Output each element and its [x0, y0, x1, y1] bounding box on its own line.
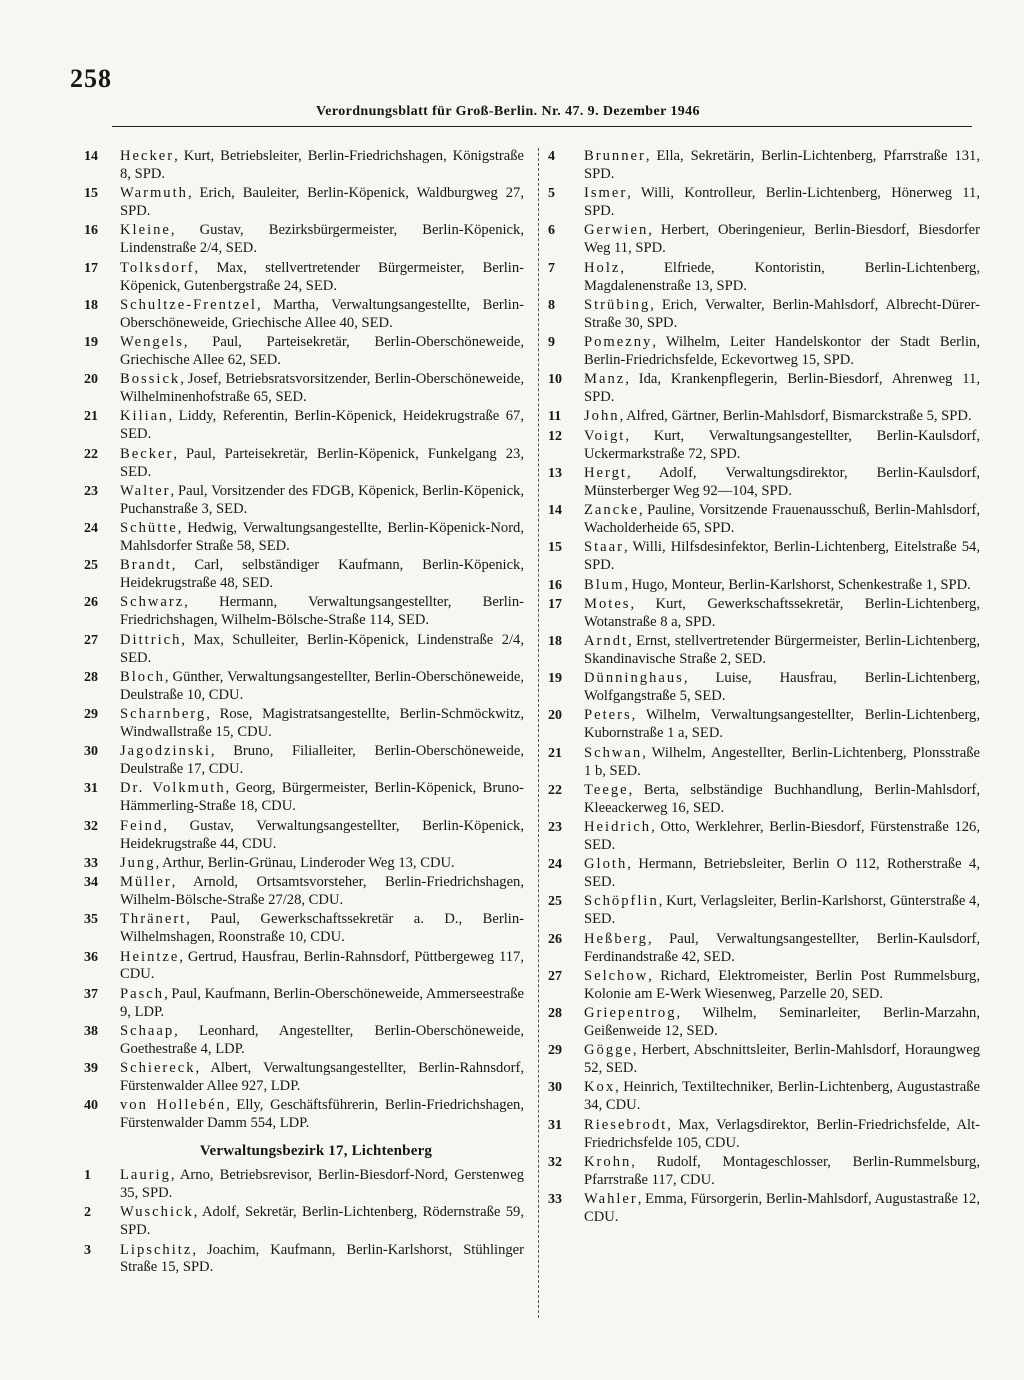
entry-name: Brandt	[120, 557, 172, 574]
entry-name: Schaap	[120, 1022, 175, 1039]
entry-name: Gögge	[584, 1042, 633, 1059]
list-item	[548, 596, 980, 632]
entry-number: 27	[548, 968, 562, 984]
entry-details: , Kurt, Gewerkschaftssekretär, Berlin-Lichtenberg, Wotanstraße 8 a, SPD.	[584, 595, 980, 630]
entry-name: Heßberg	[584, 930, 648, 947]
list-item	[548, 633, 980, 669]
list-item	[548, 745, 980, 781]
list-item	[84, 148, 524, 184]
entry-number: 2	[84, 1205, 91, 1221]
entry-details: , Gustav, Bezirksbürgermeister, Berlin-Köpenick, Lindenstraße 2/4, SED.	[120, 222, 524, 257]
entry-number: 19	[548, 671, 562, 687]
list-item	[548, 539, 980, 575]
entry-details: , Hermann, Betriebsleiter, Berlin O 112, Rotherstraße 4, SED.	[584, 856, 980, 891]
entry-number: 3	[84, 1242, 91, 1258]
entry-name: Schwarz	[120, 594, 185, 611]
entry-name: Ismer	[584, 185, 628, 202]
entry-name: Dünninghaus	[584, 670, 684, 687]
entry-details: , Gertrud, Hausfrau, Berlin-Rahnsdorf, Püttbergeweg 117, CDU.	[120, 948, 524, 983]
entry-name: Schwan	[584, 744, 643, 761]
left-column	[84, 148, 524, 1279]
list-item	[84, 446, 524, 482]
entry-name: Heidrich	[584, 819, 652, 836]
entry-details: , Luise, Hausfrau, Berlin-Lichtenberg, Wolfgangstraße 5, SED.	[584, 670, 980, 705]
entry-number: 23	[548, 820, 562, 836]
entry-name: Staar	[584, 539, 624, 556]
right-entry-list	[548, 148, 980, 1227]
list-item	[548, 670, 980, 706]
list-item	[84, 371, 524, 407]
entry-name: Schöpflin	[584, 893, 659, 910]
entry-name: Dittrich	[120, 631, 182, 648]
entry-number: 32	[548, 1154, 562, 1170]
entry-number: 35	[84, 912, 98, 928]
list-item	[548, 297, 980, 333]
entry-name: Feind	[120, 817, 164, 834]
entry-number: 38	[84, 1023, 98, 1039]
entry-details: , Otto, Werklehrer, Berlin-Biesdorf, Fürstenstraße 126, SED.	[584, 819, 980, 853]
entry-name: John	[584, 408, 620, 425]
list-item	[548, 1042, 980, 1078]
column-divider	[538, 148, 539, 1318]
entry-name: Pomezny	[584, 334, 653, 351]
entry-details: , Hedwig, Verwaltungsangestellte, Berlin-Köpenick-Nord, Mahlsdorfer Straße 58, SED.	[120, 520, 524, 554]
entry-details: , Arthur, Berlin-Grünau, Linderoder Weg 13, CDU.	[155, 854, 455, 871]
entry-details: , Kurt, Betriebsleiter, Berlin-Friedrichshagen, Königstraße 8, SPD.	[120, 148, 524, 182]
entry-details: , Adolf, Sekretär, Berlin-Lichtenberg, Rödernstraße 59, SPD.	[120, 1204, 524, 1239]
list-item	[84, 1167, 524, 1203]
entry-details: , Max, stellvertretender Bürgermeister, Berlin-Köpenick, Gutenbergstraße 24, SED.	[120, 259, 524, 294]
entry-name: Hecker	[120, 148, 175, 164]
list-item	[548, 334, 980, 370]
entry-name: Manz	[584, 371, 626, 388]
entry-number: 31	[548, 1117, 562, 1133]
entry-number: 17	[84, 260, 98, 276]
list-item	[548, 222, 980, 258]
list-item	[548, 819, 980, 855]
entry-number: 12	[548, 428, 562, 444]
list-item	[84, 297, 524, 333]
entry-number: 10	[548, 372, 562, 388]
entry-details: , Josef, Betriebsratsvorsitzender, Berlin-Oberschöneweide, Wilhelminenhofstraße 65, SED.	[120, 371, 524, 406]
entry-details: , Joachim, Kaufmann, Berlin-Karlshorst, Stühlinger Straße 15, SPD.	[120, 1241, 524, 1276]
entry-details: , Erich, Verwalter, Berlin-Mahlsdorf, Albrecht-Dürer-Straße 30, SPD.	[584, 296, 980, 331]
list-item	[548, 931, 980, 967]
entry-number: 21	[84, 409, 98, 425]
list-item	[548, 1079, 980, 1115]
entry-details: , Willi, Hilfsdesinfektor, Berlin-Lichtenberg, Eitelstraße 54, SPD.	[584, 539, 980, 574]
entry-number: 18	[84, 297, 98, 313]
list-item	[548, 408, 980, 426]
entry-details: , Paul, Gewerkschaftssekretär a. D., Berlin-Wilhelmshagen, Roonstraße 10, CDU.	[120, 911, 524, 946]
entry-details: , Martha, Verwaltungsangestellte, Berlin-Oberschöneweide, Griechische Allee 40, SED.	[120, 296, 524, 331]
entry-number: 14	[548, 503, 562, 519]
entry-details: , Rudolf, Montageschlosser, Berlin-Rummelsburg, Pfarrstraße 117, CDU.	[584, 1153, 980, 1188]
entry-number: 39	[84, 1061, 98, 1077]
list-item	[84, 334, 524, 370]
entry-name: Griepentrog	[584, 1005, 677, 1022]
list-item	[84, 1097, 524, 1133]
entry-details: , Wilhelm, Leiter Handelskontor der Stadt Berlin, Berlin-Friedrichsfelde, Eckevortweg 15, SPD.	[584, 334, 980, 368]
list-item	[84, 222, 524, 258]
entry-number: 17	[548, 596, 562, 612]
entry-details: , Albert, Verwaltungsangestellter, Berlin-Rahnsdorf, Fürstenwalder Allee 927, LDP.	[120, 1060, 524, 1095]
entry-number: 32	[84, 818, 98, 834]
entry-name: Jung	[120, 854, 156, 871]
entry-name: Müller	[120, 874, 172, 891]
entry-name: Selchow	[584, 967, 649, 984]
entry-name: von Hollebén	[120, 1097, 227, 1114]
list-item	[84, 1204, 524, 1240]
entry-name: Wengels	[120, 334, 184, 351]
entry-details: , Liddy, Referentin, Berlin-Köpenick, Heidekrugstraße 67, SED.	[120, 408, 524, 443]
entry-name: Heintze	[120, 948, 180, 965]
list-item	[84, 874, 524, 910]
entry-name: Tolksdorf	[120, 259, 195, 276]
entry-number: 37	[84, 986, 98, 1002]
entry-details: , Paul, Kaufmann, Berlin-Oberschöneweide, Ammerseestraße 9, LDP.	[120, 985, 524, 1020]
entry-name: Kleine	[120, 222, 171, 239]
entry-details: , Carl, selbständiger Kaufmann, Berlin-Köpenick, Heidekrugstraße 48, SED.	[120, 557, 524, 592]
entry-name: Wahler	[584, 1191, 638, 1208]
entry-name: Gloth	[584, 856, 628, 873]
entry-number: 6	[548, 223, 555, 239]
entry-number: 25	[548, 894, 562, 910]
entry-number: 1	[84, 1168, 91, 1184]
entry-details: , Georg, Bürgermeister, Berlin-Köpenick, Bruno-Hämmerling-Straße 18, CDU.	[120, 780, 524, 815]
district-entry-list	[84, 1167, 524, 1277]
list-item	[548, 856, 980, 892]
entry-number: 16	[548, 577, 562, 593]
entry-number: 30	[548, 1080, 562, 1096]
entry-number: 22	[548, 782, 562, 798]
entry-details: , Adolf, Verwaltungsdirektor, Berlin-Kaulsdorf, Münsterberger Weg 92—104, SPD.	[584, 464, 980, 499]
entry-name: Motes	[584, 595, 631, 612]
entry-details: , Paul, Vorsitzender des FDGB, Köpenick, Berlin-Köpenick, Puchanstraße 3, SED.	[120, 482, 524, 517]
page-header: Verordnungsblatt für Groß-Berlin. Nr. 47. 9. Dezember 1946	[316, 104, 700, 119]
entry-details: , Wilhelm, Angestellter, Berlin-Lichtenberg, Plonsstraße 1 b, SED.	[584, 744, 980, 779]
left-entry-list	[84, 148, 524, 1133]
entry-details: , Gustav, Verwaltungsangestellter, Berlin-Köpenick, Heidekrugstraße 44, CDU.	[120, 817, 524, 852]
entry-number: 31	[84, 781, 98, 797]
list-item	[548, 371, 980, 407]
header-rule	[112, 126, 972, 127]
entry-number: 30	[84, 744, 98, 760]
list-item	[84, 1060, 524, 1096]
list-item	[548, 1005, 980, 1041]
list-item	[548, 185, 980, 221]
list-item	[548, 782, 980, 818]
entry-name: Becker	[120, 445, 174, 462]
entry-number: 19	[84, 335, 98, 351]
list-item	[84, 669, 524, 705]
list-item	[84, 706, 524, 742]
entry-name: Peters	[584, 707, 632, 724]
entry-name: Blum	[584, 576, 625, 593]
list-item	[84, 594, 524, 630]
entry-name: Bloch	[120, 668, 165, 685]
entry-name: Wuschick	[120, 1204, 194, 1221]
list-item	[84, 949, 524, 985]
entry-name: Schütte	[120, 520, 178, 537]
entry-name: Kox	[584, 1079, 616, 1096]
entry-number: 8	[548, 297, 555, 313]
entry-details: , Herbert, Oberingenieur, Berlin-Biesdorf, Biesdorfer Weg 11, SPD.	[584, 222, 980, 257]
entry-details: , Arnold, Ortsamtsvorsteher, Berlin-Friedrichshagen, Wilhelm-Bölsche-Straße 27/28, CDU.	[120, 874, 524, 909]
entry-number: 40	[84, 1098, 98, 1114]
entry-name: Hergt	[584, 464, 627, 481]
entry-details: , Richard, Elektromeister, Berlin Post Rummelsburg, Kolonie am E-Werk Wiesenweg, Parzelle 20, SED.	[584, 967, 980, 1002]
list-item	[84, 557, 524, 593]
entry-details: , Paul, Parteisekretär, Berlin-Oberschöneweide, Griechische Allee 62, SED.	[120, 334, 524, 368]
entry-details: , Max, Verlagsdirektor, Berlin-Friedrichsfelde, Alt-Friedrichsfelde 105, CDU.	[584, 1116, 980, 1151]
list-item	[84, 1242, 524, 1278]
entry-name: Warmuth	[120, 185, 188, 202]
entry-number: 33	[84, 855, 98, 871]
entry-details: , Elfriede, Kontoristin, Berlin-Lichtenberg, Magdalenenstraße 13, SPD.	[584, 259, 980, 294]
entry-name: Thränert	[120, 911, 187, 928]
entry-number: 27	[84, 632, 98, 648]
entry-details: , Arno, Betriebsrevisor, Berlin-Biesdorf-Nord, Gerstenweg 35, SPD.	[120, 1167, 524, 1201]
list-item	[548, 502, 980, 538]
list-item	[548, 1154, 980, 1190]
entry-number: 28	[84, 669, 98, 685]
entry-details: , Berta, selbständige Buchhandlung, Berlin-Mahlsdorf, Kleeackerweg 16, SED.	[584, 781, 980, 816]
entry-number: 15	[548, 540, 562, 556]
list-item	[548, 260, 980, 296]
entry-details: , Erich, Bauleiter, Berlin-Köpenick, Waldburgweg 27, SPD.	[120, 185, 524, 220]
entry-name: Holz	[584, 259, 621, 276]
entry-number: 16	[84, 223, 98, 239]
list-item	[84, 911, 524, 947]
entry-name: Brunner	[584, 148, 646, 164]
entry-name: Pasch	[120, 985, 165, 1002]
list-item	[548, 968, 980, 1004]
entry-name: Gerwien	[584, 222, 649, 239]
list-item	[84, 855, 524, 873]
entry-details: , Kurt, Verwaltungsangestellter, Berlin-Kaulsdorf, Uckermarkstraße 72, SPD.	[584, 427, 980, 462]
entry-name: Kilian	[120, 408, 169, 425]
entry-name: Schiereck	[120, 1060, 196, 1077]
entry-number: 24	[548, 857, 562, 873]
entry-number: 22	[84, 446, 98, 462]
list-item	[84, 780, 524, 816]
entry-details: , Kurt, Verlagsleiter, Berlin-Karlshorst, Günterstraße 4, SED.	[584, 893, 980, 928]
entry-details: , Leonhard, Angestellter, Berlin-Oberschöneweide, Goethestraße 4, LDP.	[120, 1022, 524, 1057]
entry-details: , Wilhelm, Seminarleiter, Berlin-Marzahn, Geißenweide 12, SED.	[584, 1005, 980, 1039]
entry-name: Riesebrodt	[584, 1116, 668, 1133]
list-item	[84, 818, 524, 854]
entry-details: , Pauline, Vorsitzende Frauenausschuß, Berlin-Mahlsdorf, Wacholderheide 65, SPD.	[584, 502, 980, 537]
list-item	[548, 148, 980, 184]
entry-number: 5	[548, 186, 555, 202]
list-item	[84, 185, 524, 221]
entry-number: 14	[84, 149, 98, 164]
list-item	[84, 520, 524, 556]
entry-details: , Hugo, Monteur, Berlin-Karlshorst, Schenkestraße 1, SPD.	[624, 576, 971, 593]
entry-number: 9	[548, 335, 555, 351]
list-item	[84, 483, 524, 519]
entry-details: , Ernst, stellvertretender Bürgermeister, Berlin-Lichtenberg, Skandinavische Straße 2, SED.	[584, 633, 980, 667]
entry-details: , Emma, Fürsorgerin, Berlin-Mahlsdorf, Augustastraße 12, CDU.	[584, 1191, 980, 1225]
entry-number: 11	[548, 409, 562, 425]
list-item	[84, 260, 524, 296]
entry-details: , Ida, Krankenpflegerin, Berlin-Biesdorf, Ahrenweg 11, SPD.	[584, 371, 980, 406]
entry-number: 20	[548, 708, 562, 724]
entry-details: , Rose, Magistratsangestellte, Berlin-Schmöckwitz, Windwallstraße 15, CDU.	[120, 706, 524, 740]
list-item	[84, 986, 524, 1022]
entry-name: Strübing	[584, 296, 651, 313]
entry-details: , Paul, Verwaltungsangestellter, Berlin-Kaulsdorf, Ferdinandstraße 42, SED.	[584, 930, 980, 965]
entry-name: Schultze-Frentzel	[120, 296, 257, 313]
entry-name: Dr. Volkmuth	[120, 780, 226, 797]
list-item	[548, 893, 980, 929]
list-item	[548, 1117, 980, 1153]
entry-number: 29	[84, 707, 98, 723]
entry-details: , Max, Schulleiter, Berlin-Köpenick, Lindenstraße 2/4, SED.	[120, 631, 524, 666]
entry-number: 29	[548, 1043, 562, 1059]
entry-details: , Willi, Kontrolleur, Berlin-Lichtenberg, Hönerweg 11, SPD.	[584, 185, 980, 220]
district-heading: Verwaltungsbezirk 17, Lichtenberg	[199, 1143, 433, 1160]
entry-number: 21	[548, 745, 562, 761]
entry-number: 33	[548, 1192, 562, 1208]
list-item	[548, 577, 980, 595]
entry-name: Jagodzinski	[120, 743, 211, 760]
entry-name: Walter	[120, 482, 171, 499]
entry-details: , Ella, Sekretärin, Berlin-Lichtenberg, Pfarrstraße 131, SPD.	[584, 148, 980, 182]
page-number: 258	[70, 64, 112, 93]
right-column	[548, 148, 980, 1228]
entry-name: Scharnberg	[120, 706, 207, 723]
entry-number: 26	[548, 931, 562, 947]
list-item	[548, 707, 980, 743]
entry-number: 7	[548, 260, 555, 276]
entry-number: 26	[84, 595, 98, 611]
list-item	[84, 632, 524, 668]
entry-number: 34	[84, 875, 98, 891]
entry-name: Krohn	[584, 1153, 632, 1170]
entry-name: Teege	[584, 781, 629, 798]
entry-details: , Paul, Parteisekretär, Berlin-Köpenick, Funkelgang 23, SED.	[120, 445, 524, 480]
list-item	[548, 465, 980, 501]
entry-number: 18	[548, 634, 562, 650]
entry-number: 13	[548, 465, 562, 481]
entry-number: 24	[84, 521, 98, 537]
entry-details: , Heinrich, Textiltechniker, Berlin-Lichtenberg, Augustastraße 34, CDU.	[584, 1079, 980, 1114]
entry-details: , Hermann, Verwaltungsangestellter, Berlin-Friedrichshagen, Wilhelm-Bölsche-Straße 114, SED.	[120, 594, 524, 629]
entry-name: Bossick	[120, 371, 181, 388]
entry-name: Lipschitz	[120, 1241, 193, 1258]
entry-name: Laurig	[120, 1167, 171, 1184]
list-item	[548, 1191, 980, 1227]
entry-details: , Günther, Verwaltungsangestellter, Berlin-Oberschöneweide, Deulstraße 10, CDU.	[120, 668, 524, 703]
entry-number: 25	[84, 558, 98, 574]
entry-details: , Alfred, Gärtner, Berlin-Mahlsdorf, Bismarckstraße 5, SPD.	[619, 408, 972, 425]
entry-details: , Elly, Geschäftsführerin, Berlin-Friedrichshagen, Fürstenwalder Damm 554, LDP.	[120, 1097, 524, 1132]
entry-number: 20	[84, 372, 98, 388]
entry-number: 4	[548, 149, 555, 164]
entry-details: , Wilhelm, Verwaltungsangestellter, Berlin-Lichtenberg, Kubornstraße 1 a, SED.	[584, 707, 980, 742]
entry-details: , Bruno, Filialleiter, Berlin-Oberschöneweide, Deulstraße 17, CDU.	[120, 743, 524, 778]
list-item	[548, 428, 980, 464]
entry-name: Voigt	[584, 427, 626, 444]
entry-number: 28	[548, 1006, 562, 1022]
entry-number: 23	[84, 483, 98, 499]
list-item	[84, 1023, 524, 1059]
entry-number: 36	[84, 949, 98, 965]
entry-number: 15	[84, 186, 98, 202]
entry-details: , Herbert, Abschnittsleiter, Berlin-Mahlsdorf, Horaungweg 52, SED.	[584, 1042, 980, 1077]
entry-name: Arndt	[584, 633, 629, 650]
list-item	[84, 408, 524, 444]
list-item	[84, 743, 524, 779]
entry-name: Zancke	[584, 502, 639, 519]
